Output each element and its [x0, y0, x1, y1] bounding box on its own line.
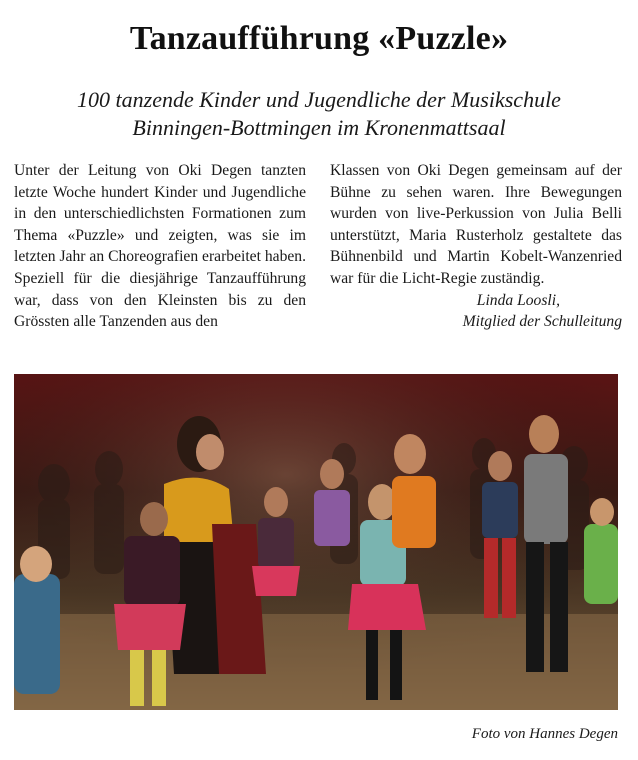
subtitle-line-1: 100 tanzende Kinder und Jugendliche der Musikschule: [77, 87, 561, 112]
dance-photo: [14, 374, 618, 710]
photo-caption: Foto von Hannes Degen: [471, 726, 618, 742]
article-column-right: [330, 160, 622, 333]
body-text-right: Klassen von Oki Degen gemeinsam auf der Bühne zu sehen waren. Ihre Bewegungen wurden von live-Perkussion von Julia Belli unterstützt, Maria Rusterholz gestaltete das Bühnenbild und Martin Kobelt-Wanzenried war für die Licht-Regie zuständig.: [330, 162, 622, 287]
article-column-left: [14, 160, 306, 333]
article-subtitle: [30, 86, 608, 142]
author-name: Linda Loosli,: [476, 291, 560, 309]
author-role: Mitglied der Schulleitung: [462, 313, 622, 331]
body-text-left: Unter der Leitung von Oki Degen tanzten letzte Woche hundert Kinder und Jugendliche in den unterschiedlichsten Formationen zum Thema «Puzzle» und zeigten, was sie im letzten Jahr an Choreografien erarbeitet haben. Speziell für die diesjährige Tanzaufführung war, dass von den Kleinsten bis zu den Grössten alle Tanzenden aus den: [14, 162, 306, 331]
article-title: Tanzaufführung «Puzzle»: [129, 20, 509, 57]
subtitle-line-2: Binningen-Bottmingen im Kronenmattsaal: [132, 115, 506, 140]
dance-photo-image: [14, 374, 618, 710]
author-signature: [330, 290, 622, 333]
